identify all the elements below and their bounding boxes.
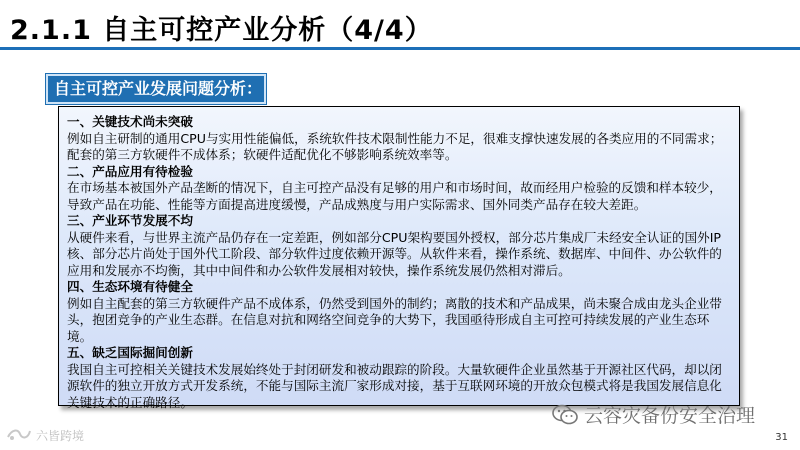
heading-5: 五、缺乏国际掘间创新 [67,345,193,360]
paragraph-2: 在市场基本被国外产品垄断的情况下，自主可控产品没有足够的用户和市场时间，故而经用户检验的反馈和样本较少，导致产品在功能、性能等方面提高进度缓慢，产品成熟度与用户实际需求、国外同类产品存在较大差距。 [67,180,722,212]
logo-text: 六皆跨境 [36,429,85,443]
watermark-text: 云容灾备份安全治理 [584,405,756,427]
watermark [552,401,755,428]
logo-mark-icon [6,427,32,444]
heading-1: 一、关键技术尚未突破 [67,114,193,129]
paragraph-3: 从硬件来看，与世界主流产品仍存在一定差距，例如部分CPU架构要国外授权，部分芯片集成厂未经安全认证的国外IP核、部分芯片尚处于国外代工阶段、部分软件过度依赖开源等。从软件来看，操作系统、数据库、中间件、办公软件的应用和发展亦不均衡，其中中间件和办公软件发展相对较快，操作系统发展仍然相对滞后。 [67,229,722,278]
title-divider [0,47,800,50]
heading-2: 二、产品应用有待检验 [67,163,193,179]
slide-title: 2.1.1 自主可控产业分析（4/4） [10,15,433,46]
section-badge: 自主可控产业发展问题分析： [46,74,266,104]
wechat-icon [552,404,578,426]
heading-4: 四、生态环境有待健全 [67,279,193,294]
heading-3: 三、产业环节发展不均 [67,213,193,228]
paragraph-4: 例如自主配套的第三方软硬件产品不成体系，仍然受到国外的制约；离散的技术和产品成果，尚未聚合成由龙头企业带头，抱团竞争的产业生态群。在信息对抗和网络空间竞争的大势下，我国亟待形成自主可控可持续发展的产业生态环境。 [67,295,722,344]
content-box [58,106,740,410]
brand-logo [6,427,84,444]
page-number: 31 [775,432,788,443]
paragraph-5: 我国自主可控相关关键技术发展始终处于封闭研发和被动跟踪的阶段。大量软硬件企业虽然基于开源社区代码，却以闭源软件的独立开放方式开发系统，不能与国际主流厂家形成对接，基于互联网环境的开放众包模式将是我国发展信息化关键技术的正确路径。 [67,361,722,410]
paragraph-1: 例如自主研制的通用CPU与实用性能偏低，系统软件技术限制性能力不足，很难支撑快速发展的各类应用的不同需求；配套的第三方软硬件不成体系；软硬件适配优化不够影响系统效率等。 [67,130,723,162]
